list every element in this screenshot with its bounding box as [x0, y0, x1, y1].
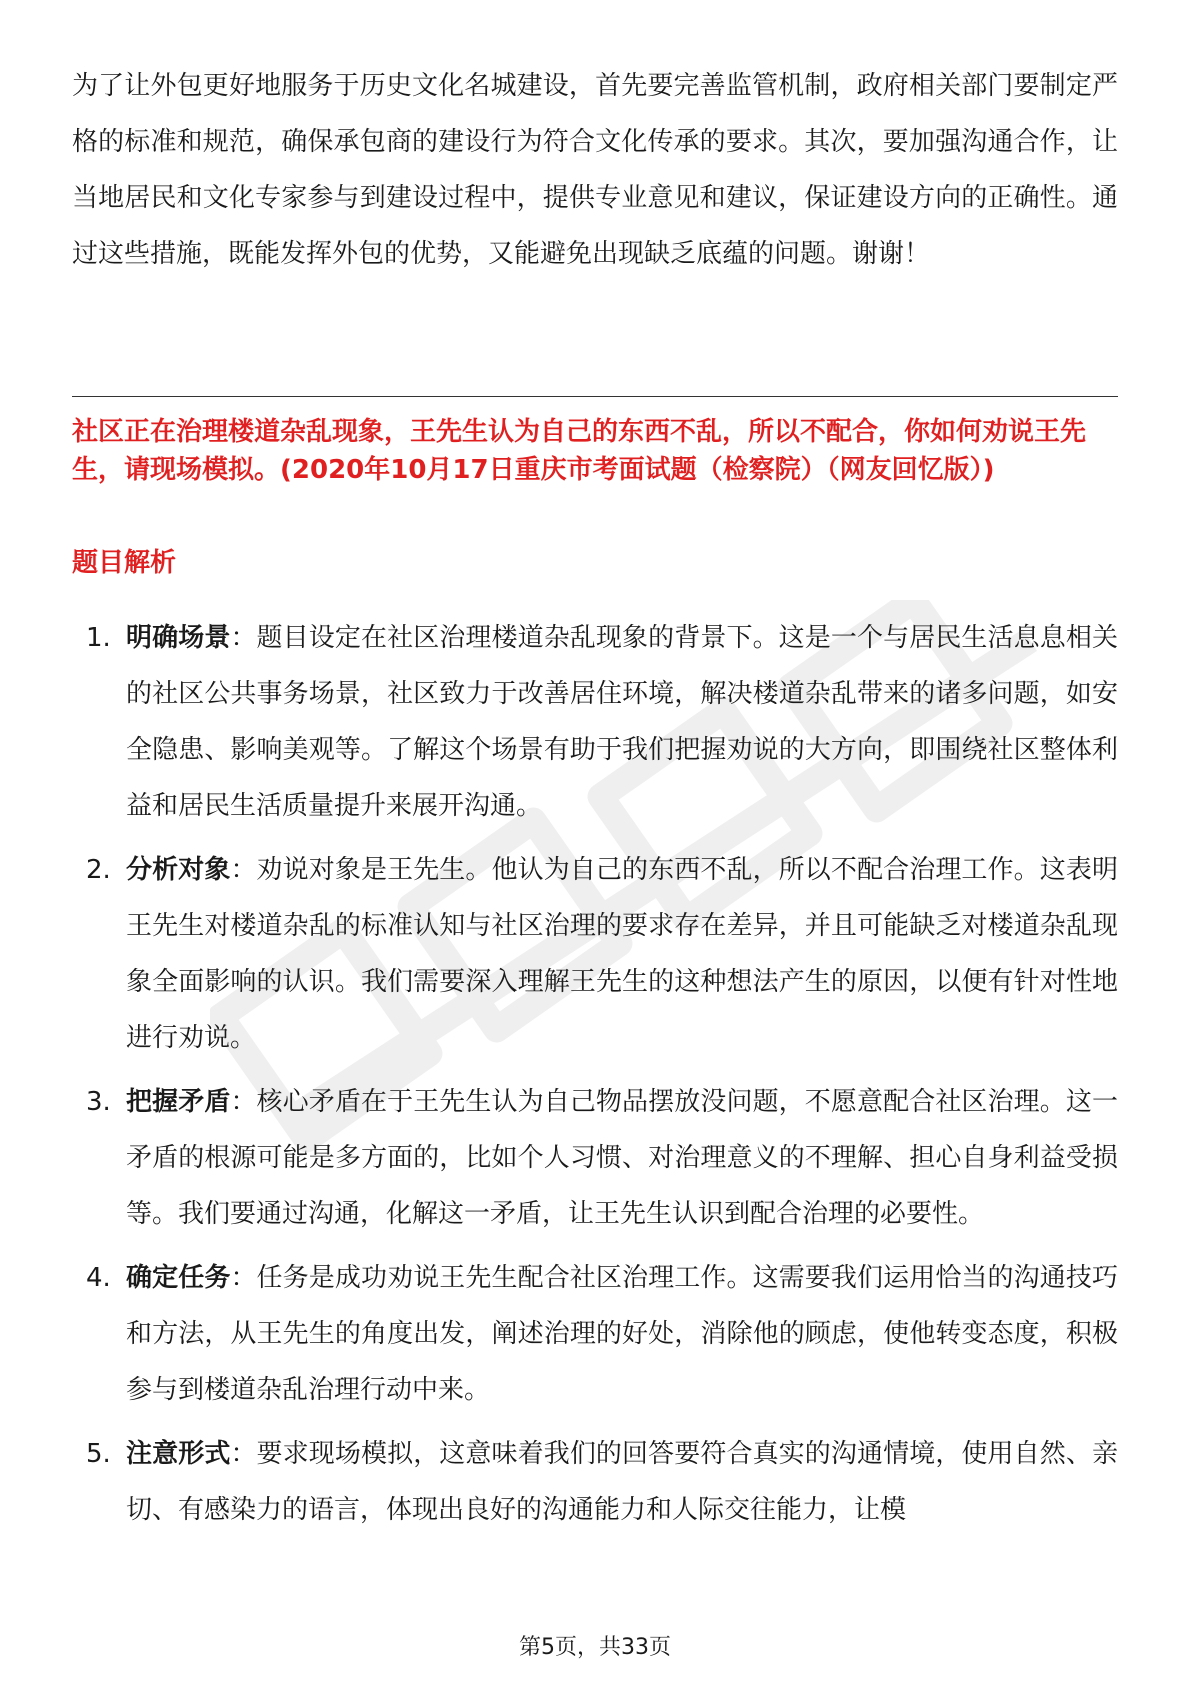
- section-heading: 题目解析: [72, 548, 177, 578]
- list-item-number: 3.: [86, 1087, 111, 1117]
- list-item-separator: ：: [230, 1087, 257, 1117]
- list-item-separator: ：: [230, 1439, 257, 1469]
- page-number-footer: 第5页，共33页: [519, 1635, 671, 1660]
- list-item-separator: ：: [230, 1263, 257, 1293]
- list-item-separator: ：: [230, 623, 257, 653]
- section-divider: [72, 396, 1118, 397]
- list-item-title: 注意形式: [126, 1439, 231, 1469]
- list-item: [72, 610, 1118, 834]
- list-item: [72, 842, 1118, 1066]
- list-item-title: 分析对象: [126, 855, 231, 885]
- list-item: [72, 1426, 1118, 1538]
- list-item-text: 要求现场模拟，这意味着我们的回答要符合真实的沟通情境，使用自然、亲切、有感染力的语言，体现出良好的沟通能力和人际交往能力，让模: [126, 1439, 1118, 1525]
- list-item-number: 1.: [86, 623, 111, 653]
- interview-question: 社区正在治理楼道杂乱现象，王先生认为自己的东西不乱，所以不配合，你如何劝说王先生，请现场模拟。(2020年10月17日重庆市考面试题（检察院）（网友回忆版）): [72, 417, 1087, 485]
- list-item-text: 劝说对象是王先生。他认为自己的东西不乱，所以不配合治理工作。这表明王先生对楼道杂乱的标准认知与社区治理的要求存在差异，并且可能缺乏对楼道杂乱现象全面影响的认识。我们需要深入理解王先生的这种想法产生的原因，以便有针对性地进行劝说。: [126, 855, 1118, 1053]
- list-item-number: 5.: [86, 1439, 111, 1469]
- list-item-text: 任务是成功劝说王先生配合社区治理工作。这需要我们运用恰当的沟通技巧和方法，从王先生的角度出发，阐述治理的好处，消除他的顾虑，使他转变态度，积极参与到楼道杂乱治理行动中来。: [126, 1263, 1118, 1405]
- intro-paragraph: 为了让外包更好地服务于历史文化名城建设，首先要完善监管机制，政府相关部门要制定严格的标准和规范，确保承包商的建设行为符合文化传承的要求。其次，要加强沟通合作，让当地居民和文化专家参与到建设过程中，提供专业意见和建议，保证建设方向的正确性。通过这些措施，既能发挥外包的优势，又能避免出现缺乏底蕴的问题。谢谢！: [72, 71, 1118, 269]
- list-item-number: 2.: [86, 855, 111, 885]
- list-item-text: 题目设定在社区治理楼道杂乱现象的背景下。这是一个与居民生活息息相关的社区公共事务场景，社区致力于改善居住环境，解决楼道杂乱带来的诸多问题，如安全隐患、影响美观等。了解这个场景有助于我们把握劝说的大方向，即围绕社区整体利益和居民生活质量提升来展开沟通。: [126, 623, 1118, 821]
- list-item-separator: ：: [230, 855, 257, 885]
- list-item: [72, 1250, 1118, 1418]
- analysis-list: [72, 610, 1118, 1546]
- list-item-number: 4.: [86, 1263, 111, 1293]
- list-item-title: 把握矛盾: [126, 1087, 231, 1117]
- list-item: [72, 1074, 1118, 1242]
- list-item-title: 明确场景: [126, 623, 231, 653]
- list-item-text: 核心矛盾在于王先生认为自己物品摆放没问题，不愿意配合社区治理。这一矛盾的根源可能是多方面的，比如个人习惯、对治理意义的不理解、担心自身利益受损等。我们要通过沟通，化解这一矛盾，让王先生认识到配合治理的必要性。: [126, 1087, 1118, 1229]
- list-item-title: 确定任务: [126, 1263, 231, 1293]
